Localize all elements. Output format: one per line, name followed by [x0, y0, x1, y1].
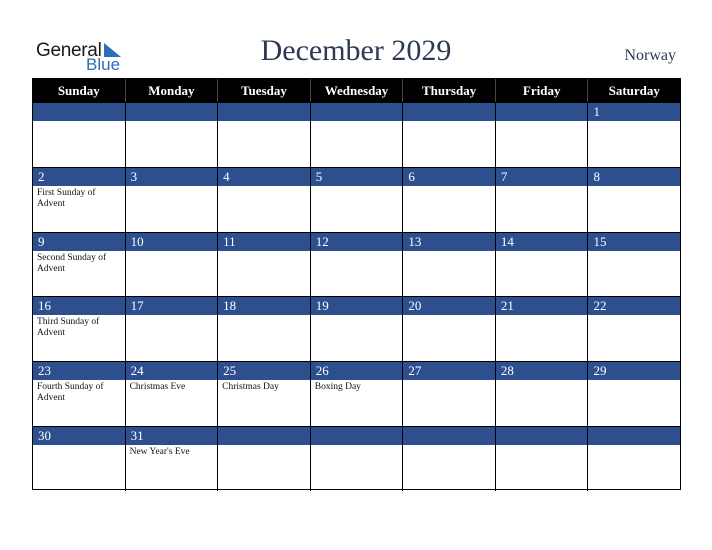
- day-content: [403, 251, 495, 255]
- day-content: [311, 186, 403, 190]
- holiday-label: Second Sunday of Advent: [37, 252, 107, 274]
- day-number: 15: [588, 233, 680, 251]
- calendar-day-cell: [126, 103, 219, 167]
- calendar-week-row: [33, 361, 680, 426]
- weekday-header: Wednesday: [311, 79, 404, 102]
- day-number: 13: [403, 233, 495, 251]
- calendar-week-row: [33, 232, 680, 297]
- calendar-day-cell: [33, 233, 126, 297]
- day-number: 6: [403, 168, 495, 186]
- day-content: [403, 121, 495, 125]
- day-number: 29: [588, 362, 680, 380]
- calendar-day-cell: [403, 103, 496, 167]
- day-number: 12: [311, 233, 403, 251]
- calendar-day-cell: [33, 427, 126, 491]
- day-number: 11: [218, 233, 310, 251]
- weekday-header: Friday: [496, 79, 589, 102]
- day-number: 20: [403, 297, 495, 315]
- calendar-day-cell: [588, 297, 680, 361]
- calendar-day-cell: [588, 362, 680, 426]
- day-content: [311, 251, 403, 255]
- day-number: 18: [218, 297, 310, 315]
- calendar-day-cell: [126, 427, 219, 491]
- day-number: 17: [126, 297, 218, 315]
- calendar-day-cell: [218, 168, 311, 232]
- day-number: [126, 103, 218, 121]
- holiday-label: Third Sunday of Advent: [37, 317, 100, 339]
- day-content: [496, 315, 588, 319]
- day-content: [126, 121, 218, 125]
- day-content: [33, 251, 125, 277]
- calendar-day-cell: [403, 362, 496, 426]
- day-content: [403, 445, 495, 449]
- day-content: [33, 315, 125, 341]
- calendar-day-cell: [218, 362, 311, 426]
- day-content: [588, 121, 680, 125]
- day-content: [218, 445, 310, 449]
- day-content: [218, 186, 310, 190]
- day-content: [126, 445, 218, 460]
- holiday-label: Boxing Day: [314, 382, 361, 393]
- day-number: 19: [311, 297, 403, 315]
- day-content: [403, 186, 495, 190]
- calendar-day-cell: [126, 233, 219, 297]
- day-content: [218, 315, 310, 319]
- day-content: [588, 186, 680, 190]
- calendar-day-cell: [311, 103, 404, 167]
- day-number: 14: [496, 233, 588, 251]
- calendar-day-cell: [311, 362, 404, 426]
- day-content: [496, 251, 588, 255]
- day-number: 30: [33, 427, 125, 445]
- day-number: 23: [33, 362, 125, 380]
- calendar-day-cell: [33, 297, 126, 361]
- calendar-day-cell: [496, 427, 589, 491]
- holiday-label: First Sunday of Advent: [37, 187, 96, 209]
- calendar-day-cell: [588, 103, 680, 167]
- calendar-day-cell: [496, 362, 589, 426]
- day-number: 16: [33, 297, 125, 315]
- calendar-day-cell: [496, 297, 589, 361]
- day-number: [311, 103, 403, 121]
- day-content: [311, 445, 403, 449]
- country-label: Norway: [624, 47, 676, 64]
- calendar-day-cell: [126, 168, 219, 232]
- day-content: [126, 251, 218, 255]
- page-title: December 2029: [260, 34, 452, 67]
- day-number: 10: [126, 233, 218, 251]
- calendar-day-cell: [588, 168, 680, 232]
- day-content: [126, 380, 218, 395]
- day-content: [496, 186, 588, 190]
- day-content: [588, 315, 680, 319]
- day-number: 5: [311, 168, 403, 186]
- holiday-label: Christmas Day: [222, 382, 279, 393]
- calendar-day-cell: [218, 297, 311, 361]
- day-number: 27: [403, 362, 495, 380]
- day-content: [311, 315, 403, 319]
- logo-text-general: General: [36, 40, 102, 61]
- day-number: 22: [588, 297, 680, 315]
- weekday-header: Sunday: [33, 79, 126, 102]
- day-number: 26: [311, 362, 403, 380]
- calendar-week-row: [33, 426, 680, 491]
- day-number: 28: [496, 362, 588, 380]
- day-content: [33, 445, 125, 449]
- calendar-day-cell: [403, 233, 496, 297]
- calendar-day-cell: [588, 233, 680, 297]
- day-number: 2: [33, 168, 125, 186]
- day-number: [218, 103, 310, 121]
- calendar-day-cell: [311, 168, 404, 232]
- calendar-day-cell: [403, 168, 496, 232]
- calendar-day-cell: [403, 427, 496, 491]
- day-content: [496, 445, 588, 449]
- day-number: [403, 427, 495, 445]
- day-number: [496, 427, 588, 445]
- day-content: [33, 186, 125, 212]
- calendar-week-row: [33, 296, 680, 361]
- weekday-header: Monday: [126, 79, 219, 102]
- day-content: [496, 121, 588, 125]
- day-content: [218, 121, 310, 125]
- day-content: [311, 121, 403, 125]
- day-content: [33, 121, 125, 125]
- day-number: [588, 427, 680, 445]
- calendar-day-cell: [218, 233, 311, 297]
- day-content: [496, 380, 588, 384]
- calendar-week-row: [33, 102, 680, 167]
- holiday-label: Christmas Eve: [129, 382, 186, 393]
- day-number: [218, 427, 310, 445]
- weekday-header: Thursday: [403, 79, 496, 102]
- day-number: 3: [126, 168, 218, 186]
- calendar-day-cell: [126, 362, 219, 426]
- calendar-day-cell: [33, 168, 126, 232]
- weekday-header-row: [33, 79, 680, 102]
- calendar-grid: [32, 78, 681, 490]
- day-number: 25: [218, 362, 310, 380]
- day-content: [33, 380, 125, 406]
- weekday-header: Tuesday: [218, 79, 311, 102]
- calendar-day-cell: [588, 427, 680, 491]
- calendar-day-cell: [126, 297, 219, 361]
- day-content: [403, 315, 495, 319]
- calendar-day-cell: [218, 427, 311, 491]
- calendar-day-cell: [403, 297, 496, 361]
- day-number: 8: [588, 168, 680, 186]
- calendar-day-cell: [496, 103, 589, 167]
- day-content: [403, 380, 495, 384]
- calendar-day-cell: [311, 233, 404, 297]
- holiday-label: Fourth Sunday of Advent: [37, 382, 104, 404]
- day-number: 21: [496, 297, 588, 315]
- day-number: [33, 103, 125, 121]
- day-number: 9: [33, 233, 125, 251]
- day-content: [588, 445, 680, 449]
- logo-text-blue: Blue: [86, 55, 121, 74]
- holiday-label: New Year's Eve: [129, 446, 190, 457]
- day-number: 7: [496, 168, 588, 186]
- weekday-header: Saturday: [608, 83, 660, 98]
- day-number: 31: [126, 427, 218, 445]
- calendar-day-cell: [33, 362, 126, 426]
- calendar-day-cell: [218, 103, 311, 167]
- calendar-day-cell: [496, 168, 589, 232]
- day-content: [126, 315, 218, 319]
- calendar-week-row: [33, 167, 680, 232]
- day-number: [403, 103, 495, 121]
- calendar-day-cell: [33, 103, 126, 167]
- calendar-day-cell: [496, 233, 589, 297]
- day-content: [311, 380, 403, 395]
- day-content: [126, 186, 218, 190]
- day-number: 1: [588, 103, 680, 121]
- day-number: [311, 427, 403, 445]
- day-content: [218, 380, 310, 395]
- day-content: [588, 251, 680, 255]
- calendar-day-cell: [311, 297, 404, 361]
- calendar-day-cell: [311, 427, 404, 491]
- day-number: [496, 103, 588, 121]
- day-content: [218, 251, 310, 255]
- day-number: 4: [218, 168, 310, 186]
- day-content: [588, 380, 680, 384]
- day-number: 24: [126, 362, 218, 380]
